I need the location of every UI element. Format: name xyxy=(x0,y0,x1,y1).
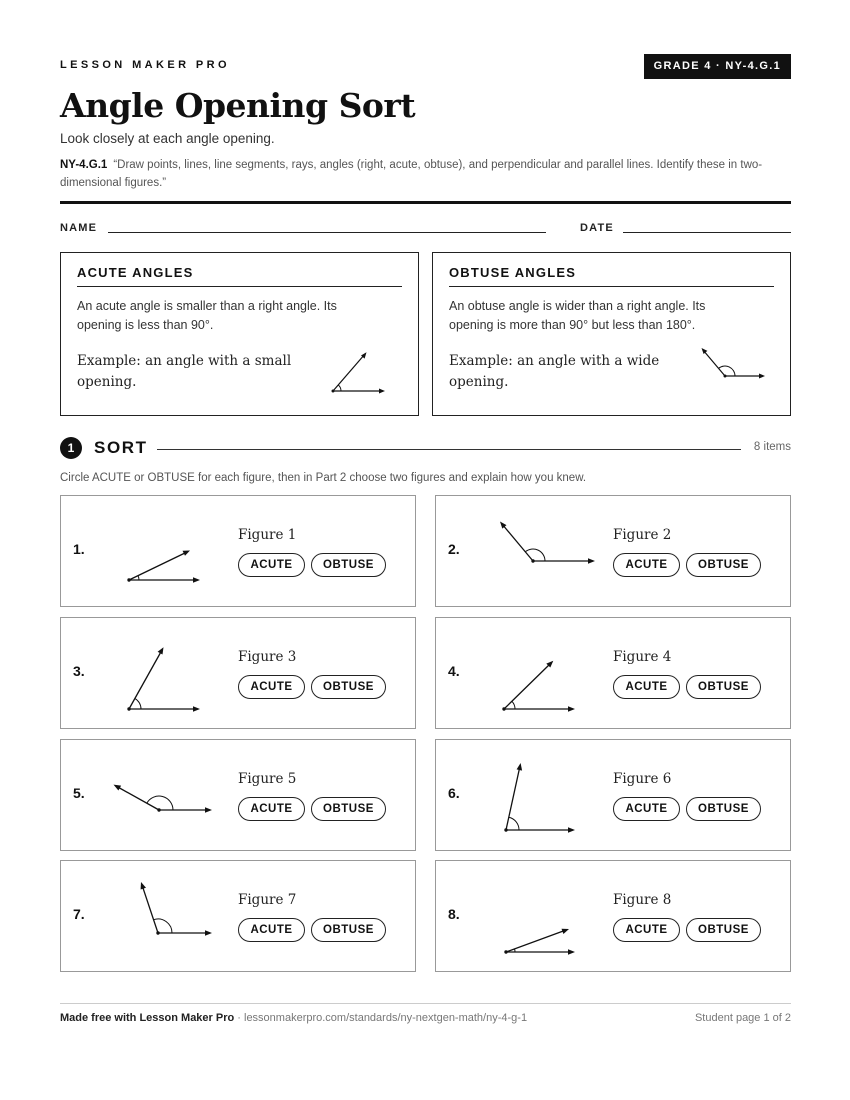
section-divider xyxy=(157,449,741,450)
page-subtitle: Look closely at each angle opening. xyxy=(60,131,275,146)
figure-card-5 xyxy=(60,739,416,851)
section-title: SORT xyxy=(94,438,148,457)
standard-text: “Draw points, lines, line segments, rays, angles (right, acute, obtuse), and perpendicular and parallel lines. Identify these in two-dimensional figures.” xyxy=(60,159,763,189)
obtuse-definition-title: OBTUSE ANGLES xyxy=(449,265,774,287)
obtuse-choice-button[interactable]: OBTUSE xyxy=(686,918,761,942)
acute-choice-button[interactable]: ACUTE xyxy=(613,797,680,821)
header-divider xyxy=(60,201,791,204)
figure-label: Figure 3 xyxy=(238,649,297,665)
footer-url[interactable]: · lessonmakerpro.com/standards/ny-nextgen-math/ny-4-g-1 xyxy=(234,1012,528,1024)
obtuse-choice-button[interactable]: OBTUSE xyxy=(311,553,386,577)
obtuse-choice-button[interactable]: OBTUSE xyxy=(686,797,761,821)
acute-example-angle-icon xyxy=(329,349,389,395)
acute-choice-button[interactable]: ACUTE xyxy=(238,918,305,942)
acute-choice-button[interactable]: ACUTE xyxy=(613,918,680,942)
figure-label: Figure 8 xyxy=(613,892,672,908)
obtuse-definition-text: An obtuse angle is wider than a right angle. Its opening is more than 90° but less than 180°. xyxy=(449,299,706,332)
figure-number: 5. xyxy=(73,785,85,801)
figure-number: 4. xyxy=(448,663,460,679)
date-field[interactable] xyxy=(623,232,791,233)
acute-choice-button[interactable]: ACUTE xyxy=(238,553,305,577)
figure-6-angle-icon xyxy=(486,746,596,846)
footer-made-with: Made free with Lesson Maker Pro xyxy=(60,1012,235,1024)
figure-7-angle-icon xyxy=(111,867,221,967)
name-label: NAME xyxy=(60,222,98,234)
figure-number: 8. xyxy=(448,906,460,922)
footer-credit xyxy=(60,1012,527,1024)
acute-example-text: Example: an angle with a small opening. xyxy=(77,353,292,390)
obtuse-definition-box xyxy=(432,252,791,416)
figure-8-angle-icon xyxy=(486,867,596,967)
name-field[interactable] xyxy=(108,232,546,233)
figure-number: 2. xyxy=(448,541,460,557)
figure-4-angle-icon xyxy=(486,624,596,724)
obtuse-choice-button[interactable]: OBTUSE xyxy=(311,797,386,821)
figure-number: 3. xyxy=(73,663,85,679)
acute-definition-box xyxy=(60,252,419,416)
figure-label: Figure 6 xyxy=(613,771,672,787)
obtuse-example-angle-icon xyxy=(695,345,771,385)
brand-name: LESSON MAKER PRO xyxy=(60,59,230,71)
figure-number: 6. xyxy=(448,785,460,801)
standard-code: NY-4.G.1 xyxy=(60,159,108,171)
acute-choice-button[interactable]: ACUTE xyxy=(613,553,680,577)
acute-definition-text: An acute angle is smaller than a right angle. Its opening is less than 90°. xyxy=(77,299,337,332)
date-label: DATE xyxy=(580,222,614,234)
figure-number: 7. xyxy=(73,906,85,922)
figure-card-4 xyxy=(435,617,791,729)
figure-card-1 xyxy=(60,495,416,607)
figure-3-angle-icon xyxy=(111,624,221,724)
footer-divider xyxy=(60,1003,791,1004)
figure-label: Figure 2 xyxy=(613,527,672,543)
standard-description xyxy=(60,156,791,192)
page-title: Angle Opening Sort xyxy=(60,86,416,125)
obtuse-choice-button[interactable]: OBTUSE xyxy=(686,675,761,699)
acute-choice-button[interactable]: ACUTE xyxy=(238,797,305,821)
worksheet-page xyxy=(60,0,791,1100)
figure-card-7 xyxy=(60,860,416,972)
figure-card-6 xyxy=(435,739,791,851)
grade-badge: GRADE 4 · NY-4.G.1 xyxy=(644,54,791,79)
obtuse-choice-button[interactable]: OBTUSE xyxy=(311,675,386,699)
figure-card-2 xyxy=(435,495,791,607)
figure-label: Figure 5 xyxy=(238,771,297,787)
figure-number: 1. xyxy=(73,541,85,557)
figure-1-angle-icon xyxy=(111,502,221,602)
section-number-badge: 1 xyxy=(60,437,82,459)
footer-page-number: Student page 1 of 2 xyxy=(694,1012,791,1024)
figure-card-8 xyxy=(435,860,791,972)
figure-5-angle-icon xyxy=(111,746,221,846)
acute-definition-title: ACUTE ANGLES xyxy=(77,265,402,287)
section-item-count: 8 items xyxy=(753,441,791,453)
figure-card-3 xyxy=(60,617,416,729)
section-instructions: Circle ACUTE or OBTUSE for each figure, then in Part 2 choose two figures and explain how you knew. xyxy=(60,472,587,484)
figure-label: Figure 1 xyxy=(238,527,297,543)
figure-label: Figure 7 xyxy=(238,892,297,908)
figure-label: Figure 4 xyxy=(613,649,672,665)
obtuse-choice-button[interactable]: OBTUSE xyxy=(311,918,386,942)
figure-2-angle-icon xyxy=(486,502,596,602)
obtuse-choice-button[interactable]: OBTUSE xyxy=(686,553,761,577)
acute-choice-button[interactable]: ACUTE xyxy=(613,675,680,699)
acute-choice-button[interactable]: ACUTE xyxy=(238,675,305,699)
obtuse-example-text: Example: an angle with a wide opening. xyxy=(449,353,660,390)
